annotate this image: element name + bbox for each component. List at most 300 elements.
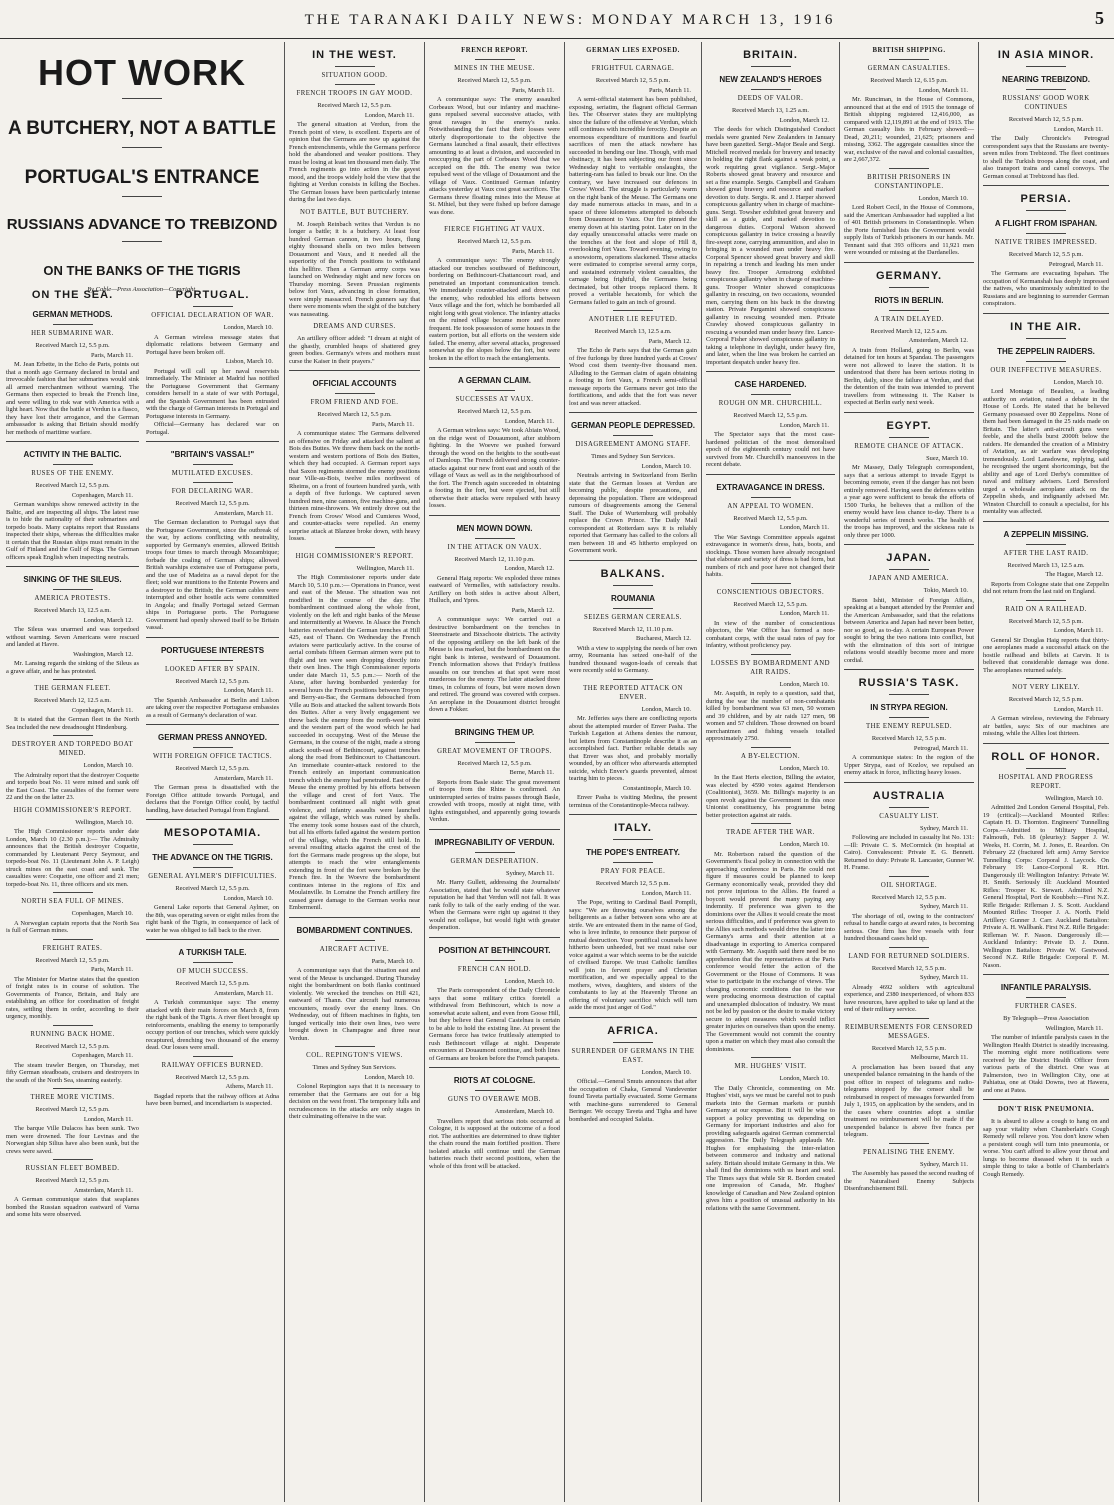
subhead: GENERAL AYLMER'S DIFFICULTIES. <box>148 873 277 880</box>
place-line: London, March 10. <box>641 705 691 713</box>
article-body: The general situation at Verdun, from the French point of view, is excellent. Experts are of opinion that the Germans are now up against the French entrenchments, while the Germans perforce hold the abandoned and weaker positions. They must be losing at least ten thousand men daily. The French regiments go into action in the gayest mood, and the troops widely hold the view that the fighting at Verdun consists in killing the Boches. The German losses have been particularly intense during the last two days. <box>289 121 420 203</box>
article-body: General Lake reports that General Aylmer, on the 8th, was operating seven or eight miles from the right bank of the Tigris, in consequence of lack of water he was obliged to fall back to the river. <box>146 904 279 934</box>
section-head: ROLL OF HONOR. <box>991 750 1101 763</box>
dateline: Received March 12, 5.5 p.m. <box>317 102 392 109</box>
subhead: NOT BATTLE, BUT BUTCHERY. <box>300 208 409 216</box>
article-body: Mr. Lansing regards the sinking of the Sileus as a grave affair, and he has protested. <box>6 660 139 675</box>
article-body: A German wireless says: We took Abiain Wood, on the ridge west of Douaumont, after stubborn fighting. In the Woevre we pushed forward through the wood on the heights to the south-east of Damloup. The French delivered strong counter-attacks against our new front east and south of the village of Vaux as well as in the neighbourhood of the fort. The French again succeeded in obtaining a footing in the fort, but were ejected, but still otherwise their attacks were repulsed with heavy losses. <box>429 427 560 509</box>
subhead: HER SUBMARINE WAR. <box>31 330 114 337</box>
article-head: THE POPE'S ENTREATY. <box>586 848 680 857</box>
article-body: Portugal will call up her naval reservists immediately. The Minister at Madrid has notified the Portuguese Government that Germany considers herself in a state of war with Portugal, and the Spanish Government has been entrusted with the charge of German interests in Portugal and Portuguese interests in Germany. <box>146 367 279 420</box>
subhead: DISAGREEMENT AMONG STAFF. <box>575 441 691 448</box>
dateline: Received March 12, 5.5 p.m. <box>175 765 250 772</box>
article-head: RIOTS AT COLOGNE. <box>453 1076 536 1085</box>
article-body: Mr. Runciman, in the House of Commons, announced that at the end of 1915 the tonnage of British shipping registered 12,416,000, as compared with 12,119,891 at the end of 1913. The German casualty lists in February showed:—Dead, 20,211; wounded, 21,625; prisoners and missing, 3362. The aggregate casualties since the war, exclusive of the naval and colonial casualties, are 2,667,372. <box>844 96 974 163</box>
article-body: The High Commissioner reports under date London, March 10 (2.30 p.m.):— The Admiralty announces that the British destroyer Coquette, commanded by Lieutenant Percy Seymour, and torpedo-boat No. 11 (Lieutenant John A. P. Leigh) struck mines on the east coast and sank. The casualties were: Coquette, one officer and 21 men; torpedo-boat No. 11, three officers and six men. <box>6 828 139 888</box>
dateline: Received March 12, 5.5 p.m. <box>595 880 671 887</box>
dateline: Received March 12, 5.5 p.m. <box>175 500 250 507</box>
dateline: Received March 12, 5.5 p.m. <box>457 77 532 84</box>
article-body: Lord Montagu of Beaulieu, a leading authority on aviation, raised a debate in the House of Lords. He stated that he believed Germany possessed over 80 Zeppelins. None of them had been damaged in the 25 raids made on Britain. The latter's anti-aircraft guns were feeble, and the shells burst 2000ft below the raiders. He demanded the creation of a Ministry of Aviation, as air warfare was developing tremendously. Lord Lansdowne, replying, said he recognised the urgent shortcomings, but the ability and age of Lord Derby's committee of naval and military advisers. Lord Beresford urged a wholesale aeroplane attack on the Zeppelin sheds, and indignantly advised Mr. Winston Churchill to consult a specialist, for his mentality was affected. <box>983 388 1109 515</box>
section-subhead: GERMAN METHODS. <box>32 310 113 319</box>
place-line: Paris, March 12. <box>511 606 554 614</box>
article-body: General Haig reports: We exploded three mines eastward of Vermelles, with satisfactory results. Artillery on both sides is active about Albert, Hulluch, and Ypres. <box>429 574 560 604</box>
place-line: Athens, March 11. <box>225 1083 273 1090</box>
dateline: Received March 12, 12.5 a.m. <box>33 697 112 704</box>
column-divider <box>839 42 840 1502</box>
dateline: Received March 12, 12.5 a.m. <box>870 327 948 335</box>
place-line: Sydney, March 11. <box>506 869 554 877</box>
article-head: A ZEPPELIN MISSING. <box>1003 529 1089 539</box>
article-body: A Norwegian captain reports that the North Sea is full of German mines. <box>6 919 139 934</box>
subhead: RUSSIAN FLEET BOMBED. <box>25 1165 120 1172</box>
article-head: NEW ZEALAND'S HEROES <box>719 75 822 84</box>
subhead: HIGH COMMISSIONER'S REPORT. <box>295 552 414 560</box>
place-line: Suez, March 10. <box>926 454 968 462</box>
article-body: The number of infantile paralysis cases in the Wellington Health District is steadily increasing. The morning eight more notifications were received by the District Health Officer from various parts of the district. One was at Palmerston, two in Wellington City, one at Pahiatua, one at Otaki Downs, two at Hawera, and one at Patea. <box>983 1034 1109 1094</box>
subhead: GERMAN DESPERATION. <box>450 857 539 865</box>
article-body: Reports from Basle state: The great movement of troops from the Rhine is confirmed. An uninterrupted series of trains passes through Basle, crowded with troops, mostly at night time, with lights extinguished, and apparently going towards Verdun. <box>429 778 560 823</box>
subhead: LAND FOR RETURNED SOLDIERS. <box>848 952 970 960</box>
subhead: FREIGHT RATES. <box>42 944 103 952</box>
column-divider <box>284 42 285 1502</box>
headline-5: ON THE BANKS OF THE TIGRIS <box>43 263 241 278</box>
place-line: Wellington, March 10. <box>75 818 133 826</box>
subhead: JAPAN AND AMERICA. <box>869 575 949 582</box>
advertisement-body: It is absurd to allow a cough to hang on and sap your vitality when Chamberlain's Cough Remedy will relieve you. You don't know when a persistent cough will turn into pneumonia, or worse. You can't afford to allow your throat and lungs to become diseased when it is such a simple thing to take a bottle of Chamberlain's Cough Remedy. <box>983 1118 1109 1178</box>
article-body: In the East Herts election, Billing the aviator, was elected by 4590 votes against Henderson (Coalitionist), 3659. Mr. Billing's majority is an open revolt against the Government in this once Unionist constituency, his programme being better protection against air raids. <box>706 774 835 819</box>
place-line: London, March 10. <box>918 194 968 202</box>
article-head: MEN MOWN DOWN. <box>456 523 533 533</box>
subhead: OIL SHORTAGE. <box>880 881 938 889</box>
column-2 <box>146 282 279 1502</box>
subhead: DEEDS OF VALOR. <box>737 95 804 102</box>
subhead: CASUALTY LIST. <box>879 812 939 820</box>
subhead: OUR INEFFECTIVE MEASURES. <box>990 366 1102 374</box>
article-head: THE ZEPPELIN RAIDERS. <box>997 346 1095 356</box>
article-head: BOMBARDMENT CONTINUES. <box>296 925 413 935</box>
place-line: London, March 11. <box>223 687 273 694</box>
byline: By Telegraph—Press Association <box>1003 1015 1089 1022</box>
place-line: London, March 11. <box>83 1115 133 1123</box>
place-line: Copenhagen, March 10. <box>71 910 133 917</box>
section-head: ON THE SEA. <box>31 289 114 301</box>
subhead: ANOTHER LIE REFUTED. <box>588 316 678 323</box>
subhead: LOOKED AFTER BY SPAIN. <box>164 665 261 673</box>
dateline: Received March 12, 5.5 p.m. <box>35 482 110 489</box>
article-body: A German wireless, reviewing the February air battles, says: Six of our machines are missing, while the Allies lost thirteen. <box>983 715 1109 737</box>
subhead: AN APPEAL TO WOMEN. <box>727 502 814 510</box>
subhead: A TRAIN DELAYED. <box>874 315 944 323</box>
place-line: London, March 10. <box>223 324 273 331</box>
article-body: The Spectator says that the most case-hardened politician of the most demoralised epoch of the eighteenth century could not have survived from Mr. Churchill's manoeuvres in the recent debate. <box>706 431 835 468</box>
subhead: RUSES OF THE ENEMY. <box>31 470 114 477</box>
subhead: SITUATION GOOD. <box>321 72 388 79</box>
place-line: London, March 10. <box>504 977 554 985</box>
subhead: PRAY FOR PEACE. <box>600 868 666 875</box>
dateline: Received March 12, 5.5 p.m. <box>733 514 808 522</box>
dateline: Received March 12, 5.5 p.m. <box>871 964 947 972</box>
place-line: London, March 10. <box>779 841 829 848</box>
article-body: M. Joseph Reinbach writes that Verdun is no longer a battle; it is a butchery. At least four hundred German cannon, in two hours, flung eighty thousand shells on two miles between Douaumont and Vaux, and it needed all the superiority of the French positions to withstand this hellfire. Then a German army corps was launched on Wednesday night and new forces on Thursday morning. Seven Prussian regiments below fort Vaux, advancing in close formation, were simply massacred. French gunners say that there were moments when the sight of the butchery was nauseating. <box>289 220 420 318</box>
dateline: Received March 12, 5.5 p.m. <box>457 759 532 767</box>
column-7 <box>844 42 974 1502</box>
subhead: A BY-ELECTION. <box>740 752 801 760</box>
article-body: Already 4692 soldiers with agricultural experience, and 2380 inexperienced, of whom 833 have resources, have applied to take up land at the end of their military service. <box>844 983 974 1013</box>
dateline: Received March 12, 5.5 p.m. <box>871 735 947 742</box>
column-8 <box>983 42 1109 1502</box>
dateline: Received March 13, 12.5 a.m. <box>33 607 112 614</box>
dateline: Received March 12, 11.10 p.m. <box>454 555 535 563</box>
article-body: The Germans are evacuating Ispahan. The occupation of Kermanshah has deeply impressed the natives, who unanimously submitted to the Russians and are beginning to surrender German conspirators. <box>983 270 1109 307</box>
subhead: PENALISING THE ENEMY. <box>863 1148 955 1156</box>
place-line: Wellington, March 10. <box>1045 794 1103 802</box>
lead-headline-block <box>6 42 278 293</box>
subhead: AFTER THE LAST RAID. <box>1003 549 1089 557</box>
dateline: Received March 12, 5.5 p.m. <box>175 885 250 892</box>
headline-2: A BUTCHERY, NOT A BATTLE <box>7 118 277 139</box>
place-line: London, March 11. <box>641 889 691 897</box>
article-body: The deeds for which Distinguished Conduct medals were granted New Zealanders in January have been gazetted. Sergt.-Major Beale and Sergt. Mitchell received medals for bravery and tenacity in holding the right flank against a weak point, a work requiring great vigilance. Sergt.-Major Roberts showed great bravery and resource and set a fine example. Sergts. Campbell and Graham showed great bravery and resource and marked devotion to duty. Sergts. R. and J. Harper showed conspicuous gallantry when in charge of machine-guns. Sergt. Towsher exhibited great bravery and skill as a guide, and marked devotion to dangerous duties. Corporal Watson showed conspicuous gallantry in twice crossing a heavily fire-swept zone, carrying ammunition, and also in bringing in a wounded man under heavy fire. Corporal Spencer showed great bravery and skill in repairing a trench and leading his men under heavy fire. Trooper Armstrong exhibited conspicuous gallantry when in charge of machine-guns. Trooper Winter showed conspicuous gallantry in rescuing, on two occasions, wounded men, carrying them on his back in the drawing station. Private Pargamini showed conspicuous gallantry in rescuing wounded men. Private Crawley showed conspicuous gallantry in rescuing a wounded man under heavy fire. Lance-Corporal Fisher showed conspicuous gallantry in taking a telephone in daylight, under heavy fire, and later, when the line was broken he carried an important despatch under heavy fire. <box>706 126 835 366</box>
column-1 <box>6 282 139 1502</box>
article-body: The Minister for Marine states that the question of freight rates is in course of solution. The Governments of France, Britain, and Italy are establishing an office for coordination of freight rates, settling them in order, according to their urgency, monthly. <box>6 975 139 1020</box>
article-body: A Turkish communique says: The enemy attacked with their main forces on March 8, from the right bank of the Tigris. A river fleet brought up reinforcements, enabling the enemy to temporarily occupy portion of our trenches, which were quickly recaptured, drenching two thousand of the enemy dead. Our losses were small. <box>146 999 279 1051</box>
article-head: BRINGING THEM UP. <box>454 727 535 737</box>
section-head: BALKANS. <box>600 567 666 580</box>
subhead: MR. HUGHES' VISIT. <box>734 1063 807 1070</box>
subhead: COL. REPINGTON'S VIEWS. <box>306 1052 403 1059</box>
place-line: London, March 11. <box>779 610 829 617</box>
section-head: MESOPOTAMIA. <box>163 827 262 839</box>
dateline: Received March 12, 5.5 p.m. <box>35 956 110 964</box>
article-head: PORTUGUESE INTERESTS <box>160 645 265 655</box>
subhead: THREE MORE VICTIMS. <box>30 1094 115 1101</box>
place-line: London, March 10. <box>779 680 829 688</box>
place-line: Wellington, March 11. <box>356 564 414 572</box>
article-body: German warships show renewed activity in the Baltic, and are inspecting all ships. The latest ruse is to hide the nationality of their submarines and torpedo boats. Many captains report that Russians inspected their ships, whereas the difficulties make it certain that the Russian ships must remain in the Gulf of Finland and the Gulf of Riga. The German officers speak English when inspecting neutrals. <box>6 501 139 561</box>
article-body: The Assembly has passed the second reading of the Naturalised Enemy Subjects Disenfranchisement Bill. <box>844 1170 974 1192</box>
section-head: BRITISH SHIPPING. <box>872 47 946 54</box>
place-line: Constantinople, March 10. <box>622 784 691 792</box>
article-body: Enver Pasha is visiting Medina, the present terminus of the Constantinople-Mecca railway. <box>569 794 697 809</box>
subhead: AMERICA PROTESTS. <box>34 595 111 602</box>
article-body: Admitted 2nd London General Hospital, Feb. 19 (critical):—Auckland Mounted Rifles: Captain H. D. Thornton. Engineers' Tunnelling Corps.—Admitted to Military Hospital, Falmouth, Feb. 18 (pleurisy): Sapper J. W. Weeks, H. Corrin, M. J. Jones, E. Reardon. On February 22 (fractured left arm) Army Service Tunnelling Corps: Corporal J. Laycock. On February 19: Lance-Corporal R. Hirt. Dangerously ill: Wellington Infantry: Private W. H. Smith. Seriously ill: Auckland Mounted Rifles: Trooper K. Stewart. Admitted N.Z. General Hospital, Port de Koubbeh:—First N.Z. Rifle Brigade: Rifleman J. S. Scott. Auckland Mounted Rifles: Trooper J. A. North. Field Artillery: Gunner J. Carr. Auckland Battalion: Private A. H. Wallbank. First N.Z. Rifle Brigade: Rifleman W. F. Nason. Dangerously ill:—Auckland Infantry: Private D. J. Dunn. Wellington Battalion: Private W. Gestwood. Second N.Z. Rifle Brigade: Corporal F. M. Nason. <box>983 804 1109 969</box>
article-body: A train from Holland, going to Berlin, was detained for ten hours at Spandau. The passengers were not allowed to leave the station. It is understood that there has been serious rioting in Berlin, daily, since the failure at Verdun, and that the detention of the train was intended to prevent travellers from witnessing it. The Kaiser is expected at Berlin early next week. <box>844 346 974 406</box>
dateline: Received March 12, 11.10 p.m. <box>592 625 674 633</box>
subhead: SEIZES GERMAN CEREALS. <box>583 613 683 621</box>
place-line: London, March 11. <box>779 421 829 429</box>
dateline: Received March 12, 5.5 p.m. <box>1008 617 1084 625</box>
article-head: SINKING OF THE SILEUS. <box>23 575 122 584</box>
article-body: Official—Germany has declared war on Portugal. <box>146 421 279 436</box>
dateline: Received March 12, 5.5 p.m. <box>595 77 671 84</box>
article-head: GERMAN PEOPLE DEPRESSED. <box>570 421 696 430</box>
subhead: NOT VERY LIKELY. <box>1012 684 1080 691</box>
place-line: Amsterdam, March 10. <box>494 1108 554 1115</box>
section-head: AFRICA. <box>607 1024 659 1037</box>
article-body: The German declaration to Portugal says that the Portuguese Government, since the outbreak of the war, by actions conflicting with neutrality, supported by Germany's enemies, allowed British troops four times to march through Mozambique; forbade the coaling of German ships; allowed British warships extensive use of Portuguese ports, and the use of Madeira as a naval depot for the fleet; sold war munitions to the Entente Powers and a destroyer to the British; the German cables were interrupted and other hostile acts were committed in Angola; and finally Portugal seized German ships in Portuguese ports. The Portuguese Government had openly showed itself to be Britain vassal. <box>146 519 279 631</box>
place-line: Amsterdam, March 11. <box>213 989 273 997</box>
place-line: Amsterdam, March 11. <box>73 1186 133 1194</box>
section-head: JAPAN. <box>886 552 932 564</box>
dateline: Received March 12, 5.5 p.m. <box>35 1042 110 1050</box>
place-line: Sydney, March 11. <box>920 903 968 910</box>
article-body: A communique states: The Germans delivered an offensive on Friday and attacked the salient at Bois des Buttes. We threw them back on the north-western and western portions of Bois des Buttes, which they had occupied. A German report says that Saxon regiments stormed the enemy positions near Ville-au-Bois, twelve miles northwest of Rheims, on a front of fourteen hundred yards, with a depth of five furlongs. We captured seven hundred men, nine cannon, five machine-guns, and thirteen mine-throwers. We entirely drove out the French from Crows' Wood and Cumieres Wood, and counter-attacks were repelled. An enemy surprise attack at Blanzee broke down, with heavy losses. <box>289 430 420 542</box>
subhead: THE ENEMY REPULSED. <box>865 723 953 730</box>
subhead: FRIGHTFUL CARNAGE. <box>591 65 675 72</box>
section-head: EGYPT. <box>886 419 932 432</box>
place-line: Melbourne, March 11. <box>910 1054 968 1061</box>
article-body: Bagdad reports that the railway offices at Adna have been burned, and incendiarism is suspected. <box>146 1092 279 1107</box>
section-head: BRITAIN. <box>743 49 798 61</box>
place-line: Paris, March 11. <box>511 247 554 255</box>
article-body: The War Savings Committee appeals against extravagance in women's dress, hats, boots, and stockings. Those women have already recognised that elaborate and variety of dress is bad form, but numbers of rich and poor have not changed their habits. <box>706 533 835 578</box>
article-body: Following are included in casualty list No. 131:—Ill: Private C. S. McCormick (in hospital at Cairo). Convalescent: Private E. G. Bennett. Returned to duty: Private R. Lancaster, Gunner W. H. Frame. <box>844 834 974 871</box>
subhead: HOSPITAL AND PROGRESS REPORT. <box>998 773 1094 790</box>
place-line: London, March 11. <box>1053 627 1103 634</box>
article-body: The Admiralty report that the destroyer Coquette and torpedo boat No. 11 were mined and sunk off the East Coast. The casualties of the former were 22 and the on the latter 23. <box>6 771 139 801</box>
place-line: Amsterdam, March 11. <box>213 509 273 517</box>
subhead: OF MUCH SUCCESS. <box>176 968 249 975</box>
article-body: A communique says: We carried out a destructive bombardment on the trenches in Steenstraete and Bixschoote districts. The activity of the opposing artillery on the left bank of the Meuse is less marked, but the bombardment on the right bank is intense, westward of Douaumont. French information shows that Friday's fruitless assaults on our trenches at that spot were most murderous for the enemy. The latter attacked three times, in columns of fours, but were mown down and retired. The ground was covered with corpses. An aeroplane in the Douaumont district brought down a Fokker. <box>429 616 560 713</box>
dateline: Received March 12, 5.5 p.m. <box>35 1177 110 1184</box>
place-line: London, March 11. <box>364 111 414 119</box>
section-head: PORTUGAL. <box>175 289 250 301</box>
place-line: London, March 10. <box>779 1075 829 1082</box>
article-head: OFFICIAL ACCOUNTS <box>312 379 397 388</box>
dateline: Received March 12, 5.5 p.m. <box>733 412 808 419</box>
section-head: ITALY. <box>614 822 652 834</box>
article-body: Neutrals arriving in Switzerland from Berlin state that the German losses at Verdun are becoming public, despite precautions, and depressing the population. There are widespread rumours of disagreements among the General Staff. The Duke of Wurtemburg will probably replace the Crown Prince. The Daily Mail correspondent at Rotterdam says it is reliably reported that Germany has called to the colors all men between 18 and 45 hitherto employed on Government work. <box>569 472 697 554</box>
subhead: THE REPORTED ATTACK ON ENVER. <box>583 684 683 701</box>
place-line: London, March 10. <box>83 762 133 769</box>
place-line: Paris, March 11. <box>648 86 691 94</box>
dateline: Received March 13, 12.5 a.m. <box>594 328 672 335</box>
article-body: The barque Ville Dulacos has been sunk. Two men were drowned. The four Levinas and the Norwegian ship Silius have also been sunk, but the crews were saved. <box>6 1125 139 1155</box>
section-head: RUSSIA'S TASK. <box>858 677 960 689</box>
place-line: Copenhagen, March 11. <box>71 1052 133 1059</box>
place-line: Berne, March 11. <box>509 769 554 776</box>
section-head: GERMAN LIES EXPOSED. <box>586 47 680 54</box>
place-line: Sydney, March 11. <box>920 1160 968 1168</box>
place-line: Paris, March 11. <box>371 420 414 428</box>
article-body: General Sir Douglas Haig reports that thirty-one aeroplanes made a successful attack on the hostile railhead and billets at Carvin. It is believed that considerable damage was done. The aeroplanes returned safely. <box>983 636 1109 674</box>
subhead: GUNS TO OVERAWE MOB. <box>447 1096 542 1103</box>
article-head: RIOTS IN BERLIN. <box>874 295 944 305</box>
article-body: Official.—General Smuts announces that after the occupation of Chaka, General Vandeventer found Taveta partially evacuated. Some Germans with machine-guns surrendered to General Beringer. We occupy Taveta and Tigha and have bombarded and occupied Salaita. <box>569 1078 697 1123</box>
article-body: A communique states: In the region of the Upper Strypa, east of Kozlov, we repulsed an enemy attack in force, inflicting heavy losses. <box>844 754 974 776</box>
dateline: Received March 12, 5.5 p.m. <box>1008 696 1084 703</box>
subhead: REMOTE CHANCE OF ATTACK. <box>854 442 964 450</box>
place-line: Amsterdam, March 11. <box>213 774 273 782</box>
column-6 <box>706 42 835 1502</box>
byline: By Cable—Press Association—Copyright. <box>87 286 197 293</box>
dateline: Received March 12, 6.15 p.m. <box>870 77 948 84</box>
subhead: FURTHER CASES. <box>1014 1003 1078 1010</box>
place-line: Sydney, March 11. <box>920 974 968 981</box>
advertisement-head: DON'T RISK PNEUMONIA. <box>997 1106 1095 1113</box>
dateline: Received March 12, 5.5 p.m. <box>457 408 532 415</box>
masthead <box>0 0 1114 38</box>
column-5 <box>569 42 697 1502</box>
subhead: FRENCH TROOPS IN GAY MOOD. <box>296 90 413 97</box>
place-line: Amsterdam, March 12. <box>908 337 968 344</box>
article-body: A semi-official statement has been published, exposing, seriatim, the flagrant official German lies. The Observer states they are multiplying since the failure of the offensive at Verdun, which still continues with incredible ferocity. Despite an enormous expenditure of munitions and fearful sacrifices of men the attack nowhere has succeeded in bending our line. Though, with mad obstinacy, it has been subjecting our front since Wednesday night to veritable onslaughts, the battering-ram has failed to break our line. On the contrary, we have increased our defences in Crows' Wood. The struggle is particularly warm on the right bank of the Meuse. The Germans one day made numerous attacks in mass, and in a space of three kilometres attempted to debouch from Douaumont to Vaux. Our fire pinned the enemy down at his starting point. Later on in the day equally unsuccessful attacks were made on the trenches at the foot and slope of Hill 8, overlooking fort Vaux. Toward evening, owing to a snowstorm, operations slackened. These attacks were estimated to comprise several army corps, and sustained extremely violent casualties, the carnage being frightful, the Germans being decimated, but other troops replaced them. It proved a veritable hecatomb, for which the Germans failed to gain an inch of ground. <box>569 96 697 306</box>
article-body: The High Commissioner reports under date March 10, 5.10 p.m.:— Operations in France, west and east of the Meuse. The situation was not modified in the course of the day. The bombardment continued along the whole front, violently on the left and right banks of the Meuse and intermittently at Woevre. In Alsace the French batteries reverberated the German trenches at Hill 425, east of Thann. On Wednesday the French aviators were particularly active. In the course of aerial combats fifteen German airmen were put to flight and ten were seen dropping directly into their own lines. The High Commissioner reports under date March 11, 5.5 p.m.:— North of the Aisne, after having bombarded yesterday for several hours the French positions between Troyon and Berry-au-Bac, the Germans debouched from Ville au Bois and attacked the salient towards Bois des Buttes. After a very lively engagement we threw back the enemy from the north-west point and the western part of the wood which he had succeeded in occupying. West of the Meuse the Germans, in the course of the night, made a strong attack south-east of Bethincourt, against trenches along the road from Bethincourt to Chattancourt. An immediate counter-attack restored to the French entirely an important communication trench which the enemy had penetrated. East of the Meuse the enemy profited by his efforts between the village and crest of fort Vaux. The bombardment continued all night with great violence, and infantry assaults were launched against the village, which was ruined by shells. The enemy took some houses east of the church, but all his efforts failed against the western portion of the village, which the French still hold. In several resulting attacks against the crest of the fort the Germans made progress up the slope, but attempts to reach the wire entanglements extending in front of the fort were broken by the French fire. In the Woevre the bombardment continues intense in the regions of Eix and Moulainville. In Lorraine the French artillery fire caused grave damage to the German works near Embermenil. <box>289 574 420 911</box>
place-line: London, March 11. <box>504 417 554 425</box>
article-body: A German communique states that seaplanes bombed the Russian squadron eastward of Varna and some hits were observed. <box>6 1196 139 1218</box>
subhead: RUNNING BACK HOME. <box>30 1030 115 1038</box>
article-body: A communique says that the situation east and west of the Meuse is unchanged. During Thursday night the bombardment on both flanks continued violently. We wrecked the trenches on Hill 421, eastward of Thann. Our aircraft had numerous encounters, mostly over the enemy lines. On Wednesday, out of fifteen machines in fights, ten lunged vertically into their own lines, two were brought down in Champagne and three near Verdun. <box>289 967 420 1042</box>
article-head: THE ADVANCE ON THE TIGRIS. <box>152 853 273 862</box>
subhead: DREAMS AND CURSES. <box>313 323 396 330</box>
article-head: ROUMANIA <box>611 593 655 603</box>
subhead: HIGH COMMISSIONER'S REPORT. <box>13 806 132 814</box>
place-line: Paris, March 11. <box>90 351 133 359</box>
section-head: PERSIA. <box>1020 193 1072 205</box>
article-body: The shortage of oil, owing to the contractors' refusal to handle cargo at award rates, is becoming serious. One firm has five vessels with four hundred thousand cases held up. <box>844 912 974 942</box>
dateline: Received March 12, 5.5 p.m. <box>871 893 947 901</box>
section-head: IN THE AIR. <box>1010 320 1082 333</box>
dateline: Received March 12, 5.5 p.m. <box>733 600 808 608</box>
subhead: MINES IN THE MEUSE. <box>454 65 535 72</box>
place-line: London, March 11. <box>918 86 968 94</box>
article-body: With a view to supplying the needs of her own army, Roumania has seized one-half of the hundred thousand wagon-loads of cereals that were recently sold to Germany. <box>569 644 697 674</box>
article-body: The Echo de Paris says that the German gain of five furlongs by three hundred yards at Crows' Wood cost them twenty-five thousand men. Alluding to the German claim of again obtaining a footing in fort Vaux, a French semi-official message reports the Germans never got into the fortifications, and adds that the fort was never lost and was never attacked. <box>569 347 697 407</box>
section-head: IN THE WEST. <box>312 49 397 61</box>
place-line: The Hague, March 12. <box>1045 571 1103 578</box>
section-head: FRENCH REPORT. <box>461 47 528 54</box>
dateline: Received March 12, 5.5 p.m. <box>871 1044 947 1052</box>
article-head: "BRITAIN'S VASSAL!" <box>170 450 255 459</box>
subhead: RAILWAY OFFICES BURNED. <box>161 1061 264 1069</box>
dateline: Received March 12, 5.5 p.m. <box>1008 116 1084 123</box>
article-body: A proclamation has been issued that any unexpended balance remaining in the hands of the post office in respect of telegrams and radio-telegrams stopped by the censor shall be reimbursed in respect of messages forwarded from July 1, 1915, on application by the senders, and in the cases where countries adopt a similar treatment no reimbursement will be made if the unexpended balance is above five francs per telegram. <box>844 1063 974 1138</box>
place-line: Paris, March 11. <box>90 966 133 973</box>
article-head: IN STRYPA REGION. <box>870 703 948 712</box>
article-body: The Daily Chronicle, commenting on Mr. Hughes' visit, says we must be careful not to push markets into the German markets or punish Germany at our expense. But it will be wise to support a policy preventing us depending on Germany for important industries and also for providing safeguards against German commercial aggression. The Daily Telegraph applauds Mr. Hughes for emphasising the inter-relation between commerce and industry and national safety. Britain should imitate Germany in this. We shall find the dominions with us heart and soul. The Times says that while Sir R. Borden created one impression of Canada, Mr. Hughes' knowledge of Canadian and New Zealand opinion gives him a position of unusual authority in his relations with the same Government. <box>706 1084 835 1212</box>
subhead: FROM FRIEND AND FOE. <box>310 399 399 406</box>
article-body: Mr. Robertson raised the question of the Government's fiscal policy in connection with the approaching conference in Paris. He could not figure if measures could be planned to keep Germany economically weak, provided they did not prove injurious to the Allies. He feared a boycott would prevent the many paying any indemnity. If preference was given to the dominions over the Allies it would create the most serious difficulties, and if preference was given to the Allies such methods would drive the latter into Germany's arms and their attention at a disadvantage in exporting to America compared with Germany. Mr. Asquith said there need be no apprehension that the representatives at the Paris conference would fetter the action of the Government or the House of Commons. It was wise to participate in the exchange of views. The changing economic conditions due to the war were producing enormous destruction of capital and unexampled dislocation of industry. We must not be led by passion or the desire to make victory secure to adopt measures which would inflict greater injuries on ourselves than upon the enemy. The Government would not commit the country upon a matter on which they must also consult the dominions. <box>706 850 835 1053</box>
subhead: OFFICIAL DECLARATION OF WAR. <box>151 312 274 319</box>
place-line: London, March 10. <box>1053 378 1103 386</box>
place-line: London, March 10. <box>223 894 273 902</box>
subhead: REIMBURSEMENTS FOR CENSORED MESSAGES. <box>845 1023 973 1040</box>
place-line: London, March 12. <box>779 116 829 124</box>
place-line: Paris, March 10. <box>371 957 414 965</box>
dateline: Received March 12, 5.5 p.m. <box>35 342 110 349</box>
place-line: Paris, March 11. <box>511 86 554 94</box>
article-head: A GERMAN CLAIM. <box>457 376 532 385</box>
article-head: NEARING TREBIZOND. <box>1002 75 1090 84</box>
place-line: London, March 10. <box>364 1073 414 1081</box>
subhead: BRITISH PRISONERS IN CONSTANTINOPLE. <box>867 173 951 190</box>
subhead: ROUGH ON MR. CHURCHILL. <box>718 400 823 407</box>
place-line: London, March 11. <box>779 524 829 531</box>
subhead: RAID ON A RAILHEAD. <box>1005 605 1087 613</box>
subhead: AIRCRAFT ACTIVE. <box>319 945 390 953</box>
place-line: Petrograd, March 11. <box>913 744 968 752</box>
article-head: CASE HARDENED. <box>734 380 807 389</box>
article-body: The Paris correspondent of the Daily Chronicle says that some military critics foretell a withdrawal from Bethincourt, which is now a somewhat acute salient, and even from Goose Hill, but they believe that General Castelnau is certain to be able to hold the existing line. At present the Germans force has twice fruitlessly attempted to rush Bethincourt village at night. Desperate encounters at Douaumont continue, and both lines of Germans are broken before the French parapets. <box>429 987 560 1062</box>
subhead: IN THE ATTACK ON VAUX. <box>447 543 542 551</box>
article-body: The Pope, writing to Cardinal Basil Pompili, says: "We are throwing ourselves among the belligerents as a father between sons who are at strife. We are entreated them in the name of God, who is love infinite, to renounce their purpose of mutual destruction. Your pontifical counsels have hitherto been unheeded, but we must raise our voice against a war which seems to be the suicide of civilised Europe. We trust Catholic families will join in fervent prayer and Christian mortification, and we especially appeal to the mothers, wives, daughters, and sisters of the combatants to lay at the Heavenly Throne an offering of voluntary sacrifice which will turn aside the most just anger of God." <box>569 899 697 1011</box>
dateline: Times and Sydney Sun Services. <box>312 1064 397 1071</box>
article-body: Mr. Jefferies says there are conflicting reports about the attempted murder of Enver Pasha. The Turkish Legation at Athens denies the rumour, but letters from Constantinople describe it as an accomplished fact. Further reliable details say that Enver was shot, and probably mortally wounded, by an officer who afterwards attempted suicide, which Enver's guards prevented, almost tearing him to pieces. <box>569 715 697 782</box>
place-line: Wellington, March 11. <box>1045 1024 1103 1032</box>
article-head: POSITION AT BETHINCOURT. <box>438 945 551 955</box>
article-body: Colonel Repington says that it is necessary to remember that the Germans are out for a big decision on the west front. The temporary lulls and recrudescences in the attacks are only stages in their culminating offensive in the war. <box>289 1083 420 1120</box>
dateline: Received March 12, 5.5 p.m. <box>457 238 532 245</box>
dateline: Received March 12, 5.5 p.m. <box>35 1106 110 1113</box>
dateline: Received March 12, 5.5 p.m. <box>317 411 392 418</box>
article-body: An artillery officer added: "I dream at night of the ghastly, crumbled heaps of shattered grey green bodies. Germany's wives and mothers must curse the Kaiser in their prayers." <box>289 335 420 365</box>
article-head: IMPREGNABILITY OF VERDUN. <box>434 837 555 847</box>
subhead: THE GERMAN FLEET. <box>34 685 111 692</box>
masthead-rule <box>0 38 1114 39</box>
place-line: Paris, March 12. <box>648 337 691 345</box>
place-line: London, March 11. <box>1053 705 1103 713</box>
article-body: Lord Robert Cecil, in the House of Commons, said the American Ambassador had supplied a list of 401 British prisoners in Constantinople. When the Porte furnished lists the Government would supply lists of Turkish prisoners in our hands. Mr. Tennant said that 393 officers and 11,921 men were wounded or missing at the Dardanelles. <box>844 204 974 256</box>
place-line: Tokio, March 10. <box>923 587 968 594</box>
article-head: GERMAN PRESS ANNOYED. <box>157 733 268 742</box>
column-4 <box>429 42 560 1502</box>
column-divider <box>978 42 979 1502</box>
article-body: A communique says: The enemy assaulted Corbeaux Wood, but our infantry and machine-guns repulsed several successive attacks, with great ravages in the enemy's ranks. Notwithstanding the fact that their losses were utterly disproportionate to the objective the Germans launched a final assault, their effectives amounting to at least a division, and succeeded in reoccupying the part of Corbeaux Wood that we accepted on the 8th. The enemy was twice repulsed west of the village of Douaumont and the village of Vaux. Continued German infantry attacks yesterday at Vaux cost great sacrifices. The Germans threw floating mines into the Meuse at St. Mihiel, but they were fished up before damage was done. <box>429 96 560 216</box>
section-head: IN ASIA MINOR. <box>997 49 1095 61</box>
place-line: Bucharest, March 12. <box>635 635 691 642</box>
subhead: NORTH SEA FULL OF MINES. <box>21 898 124 905</box>
subhead: LOSSES BY BOMBARDMENT AND AIR RAIDS. <box>710 659 831 676</box>
article-head: A FLIGHT FROM ISPAHAN. <box>994 219 1098 228</box>
article-body: It is stated that the German fleet in the North Sea included the new dreadnought Hindenburg. <box>6 716 139 731</box>
column-3 <box>289 42 420 1502</box>
article-head: ACTIVITY IN THE BALTIC. <box>23 450 122 459</box>
column-divider <box>564 42 565 1502</box>
column-divider <box>701 42 702 1502</box>
dateline: Received March 13, 1.25 a.m. <box>731 107 810 114</box>
article-head: EXTRAVAGANCE IN DRESS. <box>716 482 825 492</box>
article-body: Reports from Cologne state that one Zeppelin did not return from the last raid on England. <box>983 580 1109 595</box>
place-line: London, March 10. <box>641 1068 691 1076</box>
subhead: GERMAN CASUALTIES. <box>867 65 951 72</box>
place-line: Copenhagen, March 11. <box>71 491 133 499</box>
article-body: The steam trawler Bergen, on Thursday, met fifty German steadboats, cruisers and destroyers in the south of the North Sea, steaming easterly. <box>6 1061 139 1084</box>
dateline: Received March 12, 5.5 p.m. <box>175 677 250 685</box>
place-line: London, March 10. <box>641 462 691 470</box>
subhead: NATIVE TRIBES IMPRESSED. <box>994 239 1098 246</box>
headline-4: RUSSIANS ADVANCE TO TREBIZOND <box>6 216 278 233</box>
subhead: RUSSIANS' GOOD WORK CONTINUES <box>1002 95 1090 111</box>
article-body: Mr. Harry Gullett, addressing the Journalists' Association, stated that he would state whatever reputation he had that Verdun will not fall. It was rank folly to talk of the early ending of the war. When the Germans were right up against it they would not collapse, but would fight with greater desperation. <box>429 879 560 931</box>
article-body: Mr. Asquith, in reply to a question, said that, during the war the number of non-combatants killed by bombardment was 63 men, 50 women and 39 children, and by air raids 127 men, 98 women and 57 children. Those drowned on board merchantmen and fishing vessels totalled approximately 2750. <box>706 690 835 742</box>
newspaper-title: THE TARANAKI DAILY NEWS: MONDAY MARCH 13, 1916 <box>304 12 836 28</box>
article-body: The Daily Chronicle's Petrograd correspondent says that the Russians are twenty-seven miles from Trebizond. The fleet continues to shell the Turkish troops along the coast, and also transport trains and camel convoys. The German consul at Trebizond has fled. <box>983 135 1109 180</box>
dateline: Received March 12, 5.5 p.m. <box>1008 251 1084 258</box>
subhead: FIERCE FIGHTING AT VAUX. <box>444 226 545 233</box>
article-body: Mr Massey, Daily Telegraph correspondent, says that a serious attempt to invade Egypt is becoming remote, even if the danger has not been entirely removed. Having seen the defences within a year ago were sufficient to break the efforts of 1500 Turks, he believes that a million of the enemy would have less chance to-day. There is a wonderful series of trench works. The health of the troops has improved, and the sickness rate is only three per 1000. <box>844 464 974 539</box>
column-divider <box>424 42 425 1502</box>
place-line: London, March 10. <box>779 764 829 772</box>
place-line: Copenhagen, March 11. <box>71 706 133 714</box>
article-body: A German wireless message states that diplomatic relations between Germany and Portugal have been broken off. <box>146 333 279 356</box>
subhead: TRADE AFTER THE WAR. <box>726 829 815 836</box>
place-line: Lisbon, March 10. <box>225 358 273 365</box>
section-head: INFANTILE PARALYSIS. <box>1000 983 1092 992</box>
page-number: 5 <box>1095 8 1104 28</box>
place-line: Petrograd, March 11. <box>1048 260 1103 268</box>
dateline: Received March 12, 5.5 p.m. <box>175 980 250 987</box>
article-head: A TURKISH TALE. <box>178 948 247 957</box>
